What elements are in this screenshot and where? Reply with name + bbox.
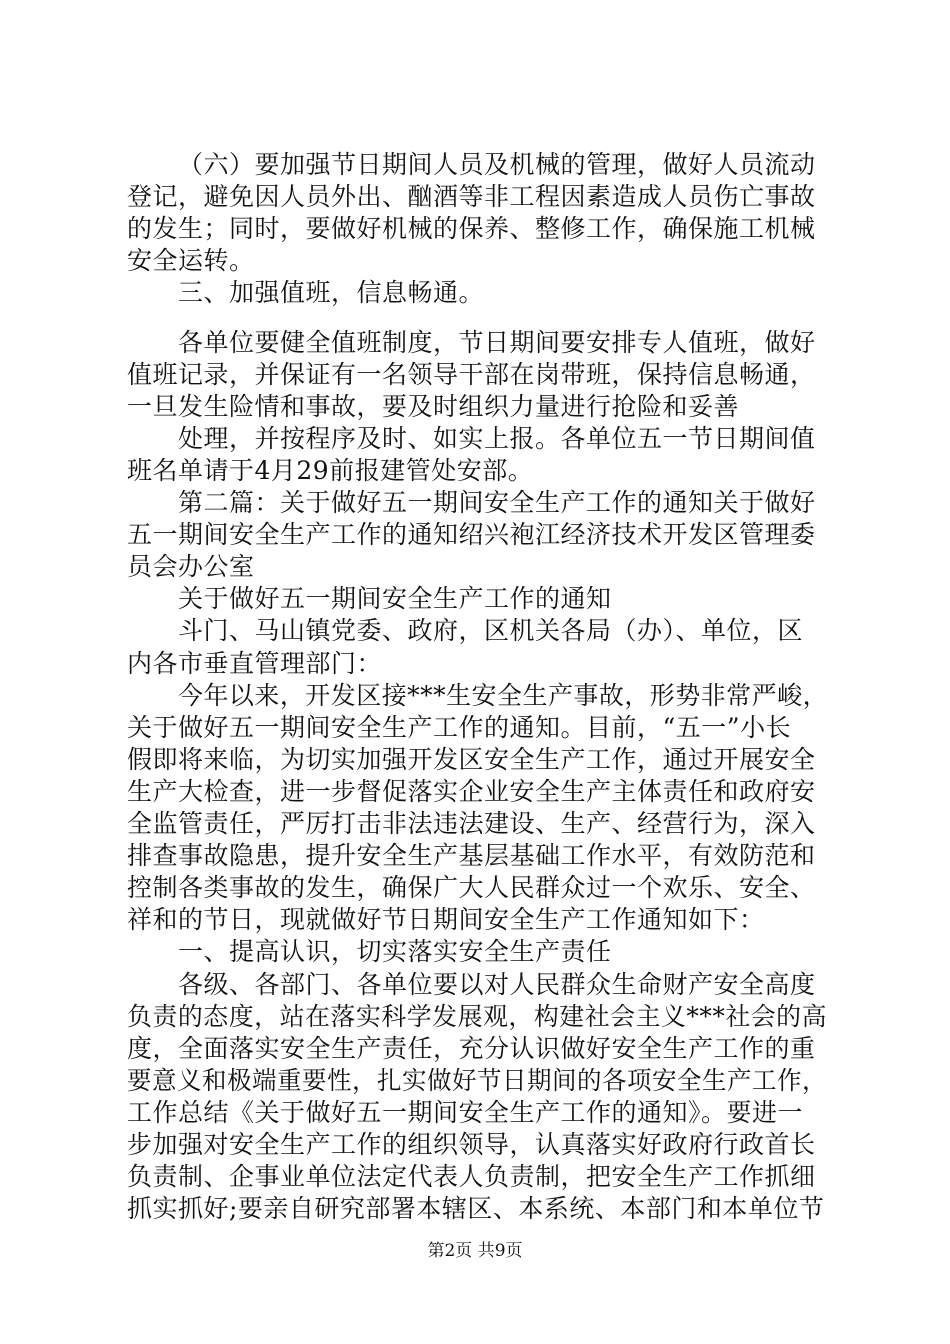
text-line: 五一期间安全生产工作的通知绍兴袍江经济技术开发区管理委 <box>127 520 816 550</box>
text-line: 处理，并按程序及时、如实上报。各单位五一节日期间值 <box>178 423 816 453</box>
text-line: 负责的态度，站在落实科学发展观，构建社会主义***社会的高 <box>127 1001 828 1031</box>
text-line: 班名单请于4月29前报建管处安部。 <box>127 455 534 485</box>
text-line: 工作总结《关于做好五一期间安全生产工作的通知》。要进一 <box>127 1097 804 1127</box>
text-line: 值班记录，并保证有一名领导干部在岗带班，保持信息畅通， <box>127 359 816 389</box>
addressee-line: 斗门、马山镇党委、政府，区机关各局（办）、单位，区 <box>178 616 804 646</box>
text-line: 祥和的节日，现就做好节日期间安全生产工作通知如下： <box>127 905 765 935</box>
addressee-line: 内各市垂直管理部门： <box>127 648 383 678</box>
page-number-footer: 第2页 共9页 <box>427 1241 523 1261</box>
text-line: 步加强对安全生产工作的组织领导，认真落实好政府行政首长 <box>127 1130 816 1159</box>
notice-title: 关于做好五一期间安全生产工作的通知 <box>178 584 612 614</box>
text-line: 安全运转。 <box>127 246 255 276</box>
text-line: 排查事故隐患，提升安全生产基层基础工作水平，有效防范和 <box>127 841 816 871</box>
text-line: 今年以来，开发区接***生安全生产事故，形势非常严峻， <box>178 680 829 710</box>
text-line: 全监管责任，严厉打击非法违法建设、生产、经营行为，深入 <box>127 809 816 838</box>
section-heading: 三、加强值班，信息畅通。 <box>178 278 485 308</box>
text-line: 度，全面落实安全生产责任，充分认识做好安全生产工作的重 <box>127 1033 816 1063</box>
text-line: 一旦发生险情和事故，要及时组织力量进行抢险和妥善 <box>127 391 740 421</box>
article-heading: 第二篇：关于做好五一期间安全生产工作的通知关于做好 <box>178 488 816 517</box>
text-line: 生产大检查，进一步督促落实企业安全生产主体责任和政府安 <box>127 776 816 806</box>
text-line: （六）要加强节日期间人员及机械的管理，做好人员流动 <box>178 150 816 179</box>
text-line: 各单位要健全值班制度，节日期间要安排专人值班，做好 <box>178 327 816 357</box>
text-line: 假即将来临，为切实加强开发区安全生产工作，通过开展安全 <box>127 744 816 774</box>
text-line: 控制各类事故的发生，确保广大人民群众过一个欢乐、安全、 <box>127 873 816 903</box>
text-line: 负责制、企事业单位法定代表人负责制，把安全生产工作抓细 <box>127 1162 816 1192</box>
section-heading: 一、提高认识，切实落实安全生产责任 <box>178 937 612 967</box>
text-line: 员会办公室 <box>127 552 255 582</box>
text-line: 的发生；同时，要做好机械的保养、整修工作，确保施工机械 <box>127 214 816 244</box>
text-line: 登记，避免因人员外出、酗酒等非工程因素造成人员伤亡事故 <box>127 182 816 212</box>
text-line: 各级、各部门、各单位要以对人民群众生命财产安全高度 <box>178 969 816 999</box>
text-line: 抓实抓好;要亲自研究部署本辖区、本系统、本部门和本单位节 <box>127 1194 825 1224</box>
text-line: 关于做好五一期间安全生产工作的通知。目前，“五一”小长 <box>127 712 792 742</box>
text-line: 要意义和极端重要性，扎实做好节日期间的各项安全生产工作， <box>127 1065 828 1095</box>
